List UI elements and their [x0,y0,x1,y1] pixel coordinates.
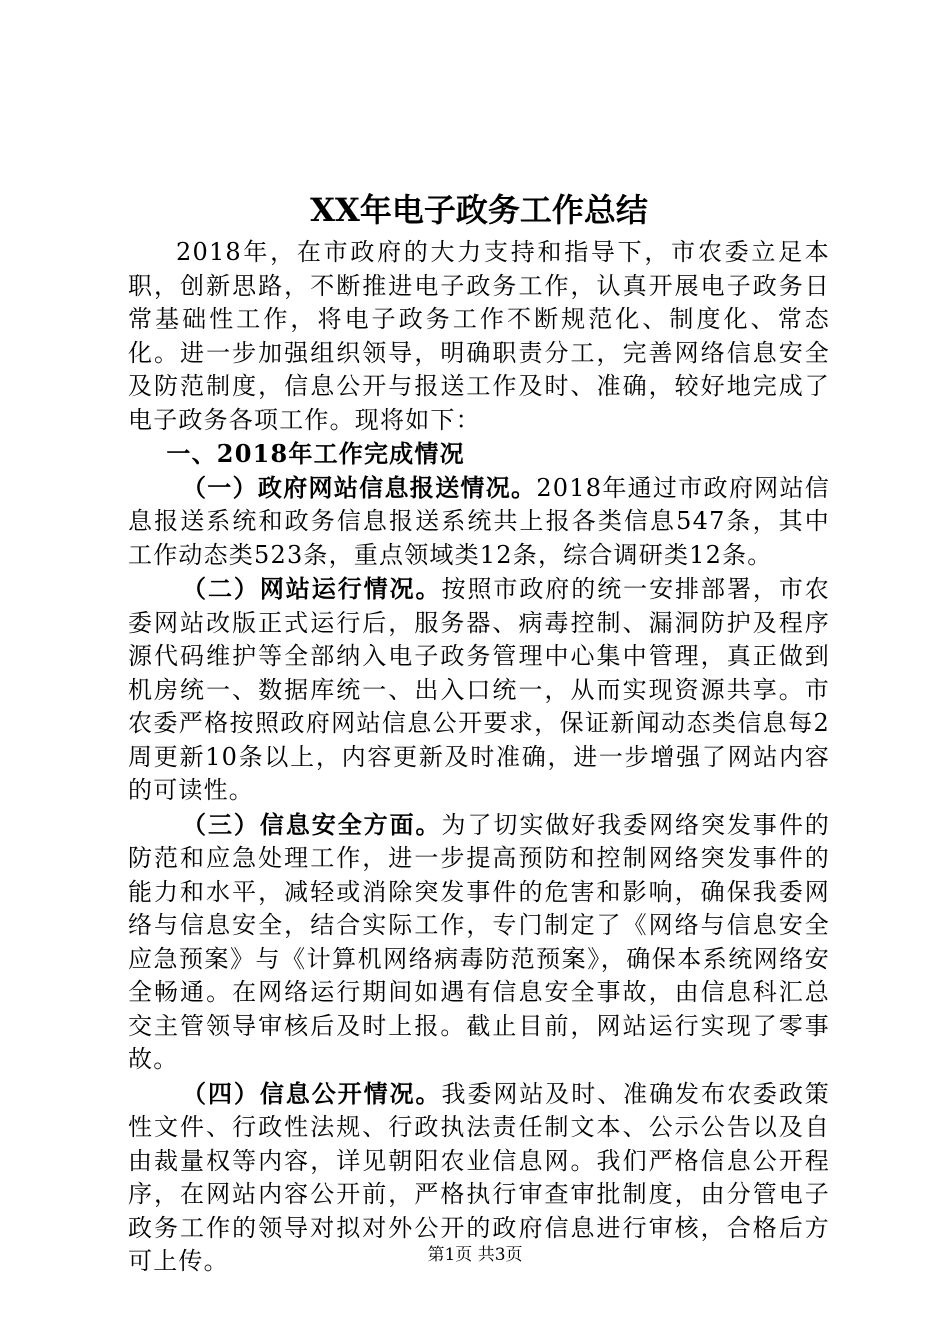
item-lead-2: （二）网站运行情况。 [182,574,442,603]
item-lead-1: （一）政府网站信息报送情况。 [182,472,537,502]
item-text-2: 按照市政府的统一安排部署，市农委网站改版正式运行后，服务器、病毒控制、漏洞防护及程序源代码维护等全部纳入电子政务管理中心集中管理，真正做到机房统一、数据库统一、出入口统一，从而实现资源共享。市农委严格按照政府网站信息公开要求，保证新闻动态类信息每2周更新10条以上，内容更新及时准确，进一步增强了网站内容的可读性。 [128,575,830,804]
document-body [128,236,830,1279]
section-heading: 一、2018年工作完成情况 [166,439,465,468]
intro-paragraph: 2018年，在市政府的大力支持和指导下，市农委立足本职，创新思路，不断推进电子政务工作，认真开展电子政务日常基础性工作，将电子政务工作不断规范化、制度化、常态化。进一步加强组织领导，明确职责分工，完善网络信息安全及防范制度，信息公开与报送工作及时、准确，较好地完成了电子政务各项工作。现将如下： [128,238,830,434]
item-lead-3: （三）信息安全方面。 [182,809,442,839]
item-text-4: 我委网站及时、准确发布农委政策性文件、行政性法规、行政执法责任制文本、公示公告以及自由裁量权等内容，详见朝阳农业信息网。我们严格信息公开程序，在网站内容公开前，严格执行审查审批制度，由分管电子政务工作的领导对拟对外公开的政府信息进行审核，合格后方可上传。 [128,1079,830,1275]
document-title: XX年电子政务工作总结 [310,191,648,229]
item-paragraph-3 [128,808,830,1077]
item-paragraph-1 [128,471,830,573]
item-text-1: 2018年通过市政府网站信息报送系统和政务信息报送系统共上报各类信息547条，其中工作动态类523条，重点领域类12条，综合调研类12条。 [128,473,830,569]
item-paragraph-2 [128,572,830,808]
item-text-3: 为了切实做好我委网络突发事件的防范和应急处理工作，进一步提高预防和控制网络突发事件的能力和水平，减轻或消除突发事件的危害和影响，确保我委网络与信息安全，结合实际工作，专门制定了《网络与信息安全应急预案》与《计算机网络病毒防范预案》，确保本系统网络安全畅通。在网络运行期间如遇有信息安全事故，由信息科汇总交主管领导审核后及时上报。截止目前，网站运行实现了零事故。 [128,810,830,1073]
page-footer: 第1页 共3页 [427,1245,523,1265]
item-lead-4: （四）信息公开情况。 [182,1078,442,1108]
